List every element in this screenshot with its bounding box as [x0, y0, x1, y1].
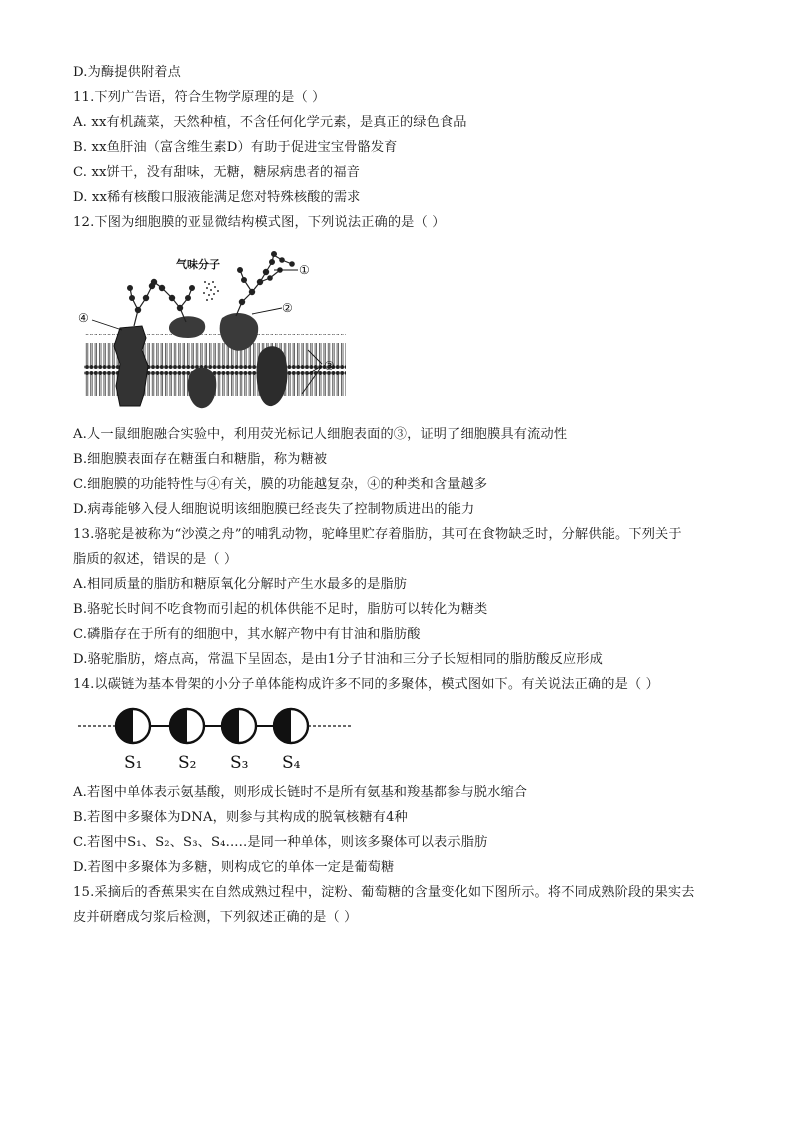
q14-stem: 14.以碳链为基本骨架的小分子单体能构成许多不同的多聚体，模式图如下。有关说法正确的是（ ） [73, 677, 659, 692]
q12-stem: 12.下图为细胞膜的亚显微结构模式图，下列说法正确的是（ ） [73, 215, 446, 230]
monomer-s2 [170, 709, 204, 743]
label-1: ① [299, 263, 310, 277]
q14-option-b: B.若图中多聚体为DNA，则参与其构成的脱氧核糖有4种 [73, 810, 408, 825]
polymer-chain-diagram [76, 702, 358, 776]
q13-stem-line2: 脂质的叙述，错误的是（ ） [73, 552, 238, 567]
q14-option-d: D.若图中多聚体为多糖，则构成它的单体一定是葡萄糖 [73, 860, 395, 875]
q13-option-a: A.相同质量的脂肪和糖原氧化分解时产生水最多的是脂肪 [73, 577, 408, 592]
q13-option-d: D.骆驼脂肪，熔点高，常温下呈固态，是由1分子甘油和三分子长短相同的脂肪酸反应形成 [73, 652, 603, 667]
q14-option-a: A.若图中单体表示氨基酸，则形成长链时不是所有氨基和羧基都参与脱水缩合 [73, 785, 528, 800]
q13-option-c: C.磷脂存在于所有的细胞中，其水解产物中有甘油和脂肪酸 [73, 627, 421, 642]
q11-option-a: A. xx有机蔬菜，天然种植，不含任何化学元素，是真正的绿色食品 [73, 115, 467, 130]
q12-option-d: D.病毒能够入侵人细胞说明该细胞膜已经丧失了控制物质进出的能力 [73, 502, 475, 517]
monomer-s3 [222, 709, 256, 743]
q13-stem-line1: 13.骆驼是被称为“沙漠之舟”的哺乳动物，驼峰里贮存着脂肪，其可在食物缺乏时，分解供能。下列关于 [73, 527, 682, 542]
monomer-label-s2: S₂ [178, 753, 197, 773]
channel-protein [257, 346, 288, 406]
q12-option-a: A.人一鼠细胞融合实验中，利用荧光标记人细胞表面的③，证明了细胞膜具有流动性 [73, 427, 568, 442]
cell-membrane-diagram [76, 246, 354, 416]
q12-option-c: C.细胞膜的功能特性与④有关，膜的功能越复杂，④的种类和含量越多 [73, 477, 488, 492]
q11-stem: 11.下列广告语，符合生物学原理的是（ ） [73, 90, 326, 105]
label-4: ④ [78, 311, 89, 325]
monomer-label-s3: S₃ [230, 753, 249, 773]
q12-option-b: B.细胞膜表面存在糖蛋白和糖脂，称为糖被 [73, 452, 328, 467]
q11-option-c: C. xx饼干，没有甜味，无糖，糖尿病患者的福音 [73, 165, 361, 180]
q13-option-b: B.骆驼长时间不吃食物而引起的机体供能不足时，脂肪可以转化为糖类 [73, 602, 488, 617]
monomer-label-s1: S₁ [124, 753, 143, 773]
q11-option-b: B. xx鱼肝油（富含维生素D）有助于促进宝宝骨骼发育 [73, 140, 398, 155]
label-3: ③ [324, 359, 335, 373]
q15-stem-line1: 15.采摘后的香蕉果实在自然成熟过程中，淀粉、葡萄糖的含量变化如下图所示。将不同成熟阶段的果实去 [73, 885, 695, 900]
label-2: ② [282, 301, 293, 315]
q14-option-c: C.若图中S₁、S₂、S₃、S₄.....是同一种单体，则该多聚体可以表示脂肪 [73, 835, 488, 850]
monomer-s1 [116, 709, 150, 743]
monomer-s4 [274, 709, 308, 743]
q10-option-d: D.为酶提供附着点 [73, 65, 181, 80]
peripheral-protein [169, 316, 205, 338]
odor-molecules [203, 281, 219, 301]
q11-option-d: D. xx稀有核酸口服液能满足您对特殊核酸的需求 [73, 190, 361, 205]
inner-protein [188, 368, 217, 408]
monomer-label-s4: S₄ [282, 753, 301, 773]
q15-stem-line2: 皮并研磨成匀浆后检测，下列叙述正确的是（ ） [73, 910, 358, 925]
odor-label: 气味分子 [176, 258, 220, 271]
